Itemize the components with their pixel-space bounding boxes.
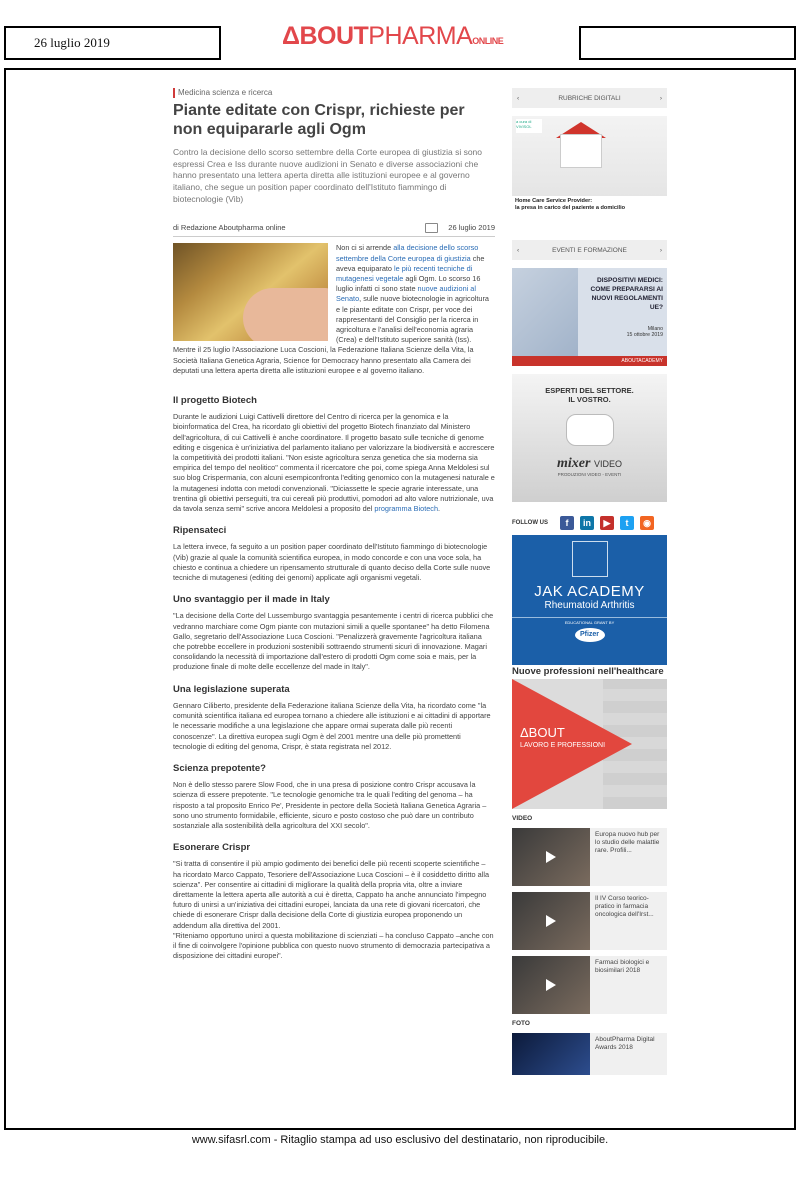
print-icon[interactable] — [425, 223, 438, 233]
date-text: 26 luglio 2019 — [34, 35, 110, 50]
play-icon — [546, 979, 556, 991]
eventi-label: EVENTI E FORMAZIONE — [552, 246, 627, 254]
intro-paragraph: Non ci si arrende alla decisione dello scorso settembre della Corte europea di giustizia che aveva equiparato le più recenti tecniche di mutagenesi vegetale agli Ogm. Lo scorso 16 luglio infatti ci sono state nuove audizioni al Senato, sulle nuove biotecnologie in agricoltura e le piante editate con Crispr, per voce dei rappresentanti del Consiglio per la ricerca in agricoltura e l'analisi dell'economia agraria (Crea) e dell'Istituto superiore sanità (Iss). Mentre il 25 luglio l'Associazione Luca Coscioni, la Federazione Italiana Scienze della Vita, la Società Italiana Genetica Agraria, Science for Democracy hanno presentato alla Camera dei deputati una lettera aperta diretta alle istituzioni europee e al governo italiano. — [173, 243, 489, 375]
camera-icon — [566, 414, 614, 446]
jak-grant: EDUCATIONAL GRANT BY — [512, 617, 667, 625]
video-item[interactable] — [512, 956, 667, 1014]
ad-jak-academy[interactable] — [512, 535, 667, 665]
follow-label: FOLLOW US — [512, 520, 548, 526]
logo-online: ONLINE — [472, 36, 504, 46]
ad2-graphic — [512, 268, 578, 366]
ad-vivisol[interactable] — [512, 116, 667, 214]
video-title[interactable]: Farmaci biologici e biosimilari 2018 — [595, 959, 650, 974]
heading-scienza: Scienza prepotente? — [173, 762, 266, 774]
byline — [173, 223, 495, 237]
wheat-photo — [173, 243, 328, 341]
play-icon — [546, 915, 556, 927]
chevron-right-icon[interactable]: › — [659, 246, 662, 254]
pfizer-logo: Pfizer — [575, 628, 605, 642]
foto-item[interactable] — [512, 1033, 667, 1075]
ad1-caption: Home Care Service Provider: la presa in carico del paziente a domicilio — [512, 196, 667, 214]
video-item[interactable] — [512, 828, 667, 886]
house-icon — [560, 134, 602, 168]
video-label: VIDEO — [512, 815, 533, 822]
video-thumbnail[interactable] — [512, 956, 590, 1014]
aboutpharma-logo[interactable] — [282, 22, 503, 51]
chevron-left-icon[interactable]: ‹ — [517, 94, 520, 102]
video-title[interactable]: Europa nuovo hub per lo studio delle malattie rare. Profili... — [595, 831, 660, 854]
logo-pharma: PHARMA — [368, 22, 473, 50]
paragraph-svantaggio: "La decisione della Corte del Lussemburgo svantaggia pesantemente i centri di ricerca pubblici che vedranno marchiare come Ogm piante con mutazioni simili a quelle spontanee" ha detto Filomena Gallo, segretario dell'Associazione Luca Coscioni. "Penalizzerà gravemente l'agricoltura italiana che potrebbe eccellere in produzioni sostenibili sottraendo strumenti sicuri di innovazione. Magari consolidando la necessità di importazione dall'estero di prodotti Ogm come soia e mais, per la produzione finale di molte delle eccellenze del made in Italy". — [173, 611, 494, 672]
link-mutagenesi[interactable]: le più recenti tecniche di mutagenesi vegetale — [336, 263, 473, 283]
video-title[interactable]: Il IV Corso teorico-pratico in farmacia oncologica dell'Irst... — [595, 895, 654, 918]
article-title: Piante editate con Crispr, richieste per non equipararle agli Ogm — [173, 102, 465, 139]
ad5-lavoro: LAVORO E PROFESSIONI — [520, 742, 606, 749]
video-thumbnail[interactable] — [512, 828, 590, 886]
link-programma-biotech[interactable]: programma Biotech — [374, 504, 439, 514]
mixer-logo: mixer VIDEO — [557, 456, 622, 471]
foto-title[interactable]: AboutPharma Digital Awards 2018 — [595, 1036, 655, 1051]
ad2-title: DISPOSITIVI MEDICI: COME PREPARARSI AI NUOVI REGOLAMENTI UE? — [590, 277, 663, 311]
heading-legislazione: Una legislazione superata — [173, 683, 290, 695]
paragraph-esonerare-2: "Riteniamo opportuno unirci a questa mobilitazione di scienziati – ha concluso Cappato –anche con il fine di coinvolgere l'opinione pubblica con questo nuovo strumento di democrazia partecipativa a disposizione dei cittadini europei". — [173, 930, 494, 961]
clipping-date — [4, 26, 221, 60]
ad2-place: Milano 15 ottobre 2019 — [626, 326, 663, 338]
header-right-box — [579, 26, 796, 60]
logo-about: ΔBOUT — [282, 22, 369, 50]
heading-svantaggio: Uno svantaggio per il made in Italy — [173, 594, 330, 606]
ad2-brand: ABOUTACADEMY — [621, 358, 663, 364]
ad-mixer-video[interactable] — [512, 374, 667, 502]
play-icon — [546, 851, 556, 863]
ad3-subtitle: PRODUZIONI VIDEO - EVENTI — [557, 472, 622, 477]
heading-esonerare: Esonerare Crispr — [173, 842, 251, 854]
heading-ripensateci: Ripensateci — [173, 525, 227, 537]
video-thumbnail[interactable] — [512, 892, 590, 950]
jak-subtitle: Rheumatoid Arthritis — [544, 600, 635, 611]
paragraph-legislazione: Gennaro Ciliberto, presidente della Federazione italiana Scienze della Vita, ha ricordato come "la comunità scientifica italiana ed europea tornano a chiedere alle istituzioni e ai cittadini di apportare le necessarie modifiche a una legislazione che appare ormai superata dalle più recenti conoscenze". La direttiva europea sugli Ogm è del 2001 mentre una delle più promettenti tecnologie di editing del genoma, Crispr, è stata registrata nel 2012. — [173, 700, 491, 751]
ad5-about: ΔBOUT — [520, 725, 565, 740]
rubriche-label: RUBRICHE DIGITALI — [558, 94, 621, 102]
heading-biotech: Il progetto Biotech — [173, 395, 257, 407]
ad3-title: ESPERTI DEL SETTORE. IL VOSTRO. — [545, 386, 634, 404]
sidebar — [512, 88, 667, 1075]
byline-date: 26 luglio 2019 — [448, 223, 495, 233]
chevron-left-icon[interactable]: ‹ — [517, 246, 520, 254]
ad-lavoro-professioni[interactable] — [512, 679, 667, 809]
paragraph-biotech: Durante le audizioni Luigi Cattivelli direttore del Centro di ricerca per la genomica e la bioinformatica del Crea, ha ricordato gli obiettivi del progetto Biotech finanziato dal Ministero dell'agricoltura, di cui Cattivelli è anche coordinatore. Il progetto basato sulle tecniche di genome editing e cisgenica è un'iniziativa del parlamento italiano per valorizzare la biodiversità e accrescere la competitività dei prodotti italiani. "Non esiste agricoltura senza genetica che sia moderna sia empirica del tempo del neolitico" commenta il ricercatore che poi, come spiega Anna Meldolesi sul suo blog Crispermania, con alcuni esempiconfronta l'editing genomico con la mutagenesi naturale e la mutagenesi indotta con metodi convenzionali. "Diciassette le specie agrarie interessate, una trentina gli obiettivi perseguiti, tra cui cereali più produttivi, pomodori ad alto valore nutrizionale, uva da tavola senza semi" scrive ancora Meldolesi a proposito del programma Biotech. — [173, 412, 495, 514]
twitter-icon[interactable]: t — [620, 516, 634, 530]
article-intro — [173, 243, 495, 384]
rss-icon[interactable]: ◉ — [640, 516, 654, 530]
article-lead: Contro la decisione dello scorso settembre della Corte europea di giustizia si sono espressi Crea e Iss durante nuove audizioni in Senato e diverse associazioni che hanno presentato una lettera aperta diretta alle istituzioni europee e al governo italiano, che segue un position paper coordinato dell'Istituto fiammingo di biotecnologie (Vib) — [173, 147, 483, 204]
facebook-icon[interactable]: f — [560, 516, 574, 530]
vivisol-badge: a cura di VIVISOL — [516, 119, 542, 133]
hand-shape — [243, 288, 328, 341]
paragraph-scienza: Non è dello stesso parere Slow Food, che in una presa di posizione contro Crispr accusava la scienza di essere prepotente. "Le tecnologie genomiche tra le quali l'editing del genoma – ha risposto a tal proposito Enrico Pe', Presidente in pectore della Società Italiana Genetica Agraria – sono uno strumento formidabile, efficiente, sicuro e posto costoso che può dare un contributo sostanziale alla sostenibilità della agricoltura del XXI secolo". — [173, 780, 487, 830]
jak-emblem-icon — [572, 541, 608, 577]
video-item[interactable] — [512, 892, 667, 950]
youtube-icon[interactable]: ▶ — [600, 516, 614, 530]
foto-thumbnail[interactable] — [512, 1033, 590, 1075]
paragraph-ripensateci: La lettera invece, fa seguito a un position paper coordinato dell'Istituto fiammingo di biotecnologie (Vib) grazie al quale la comunità scientifica europea, in modo concorde e con una voce sola, ha chiesto e continua a chiedere un ripensamento strutturale di quanto deciso della Corte sulle nuove tecniche di mutagenesi (editing dei genomi) applicate agli organismi vegetali. — [173, 542, 491, 583]
clipping-footer: www.sifasrl.com - Ritaglio stampa ad uso esclusivo del destinatario, non riproducibile. — [191, 1134, 609, 1146]
article-category[interactable]: Medicina scienza e ricerca — [173, 88, 495, 98]
paragraph-esonerare-1: "Si tratta di consentire il più ampio godimento dei benefici delle più recenti scoperte scientifiche – ha ricordato Marco Cappato, Tesoriere dell'Associazione Luca Coscioni – è il cosiddetto diritto alla scienza". Per consentire ai cittadini di migliorare la qualità della propria vita, oltre a inviare direttamente la lettera aperta alle autorità a cui è diretta, Cappato ha anche annunciato l'impegno futuro di unirsi a un'iniziativa dei cittadini europei, lanciata da una rete di giovani ricercatori, che chiede di esonerare Crispr dalla decisione della Corte di giustizia europea proponendo un addendum alla direttiva del 2001. — [173, 859, 490, 930]
jak-title: JAK ACADEMY — [534, 583, 645, 600]
linkedin-icon[interactable]: in — [580, 516, 594, 530]
ad-dispositivi-medici[interactable] — [512, 268, 667, 366]
eventi-bar — [512, 240, 667, 260]
chevron-right-icon[interactable]: › — [659, 94, 662, 102]
foto-label: FOTO — [512, 1020, 530, 1027]
follow-us — [512, 516, 667, 530]
rubriche-bar — [512, 88, 667, 108]
article — [173, 88, 495, 969]
link-corte[interactable]: alla decisione dello scorso settembre della Corte europea di giustizia — [336, 243, 479, 263]
byline-author: di Redazione Aboutpharma online — [173, 223, 286, 233]
ad2-bottom-bar — [512, 356, 667, 366]
nuove-professioni-title: Nuove professioni nell'healthcare — [512, 666, 664, 677]
link-audizioni[interactable]: nuove audizioni al Senato — [336, 284, 476, 304]
